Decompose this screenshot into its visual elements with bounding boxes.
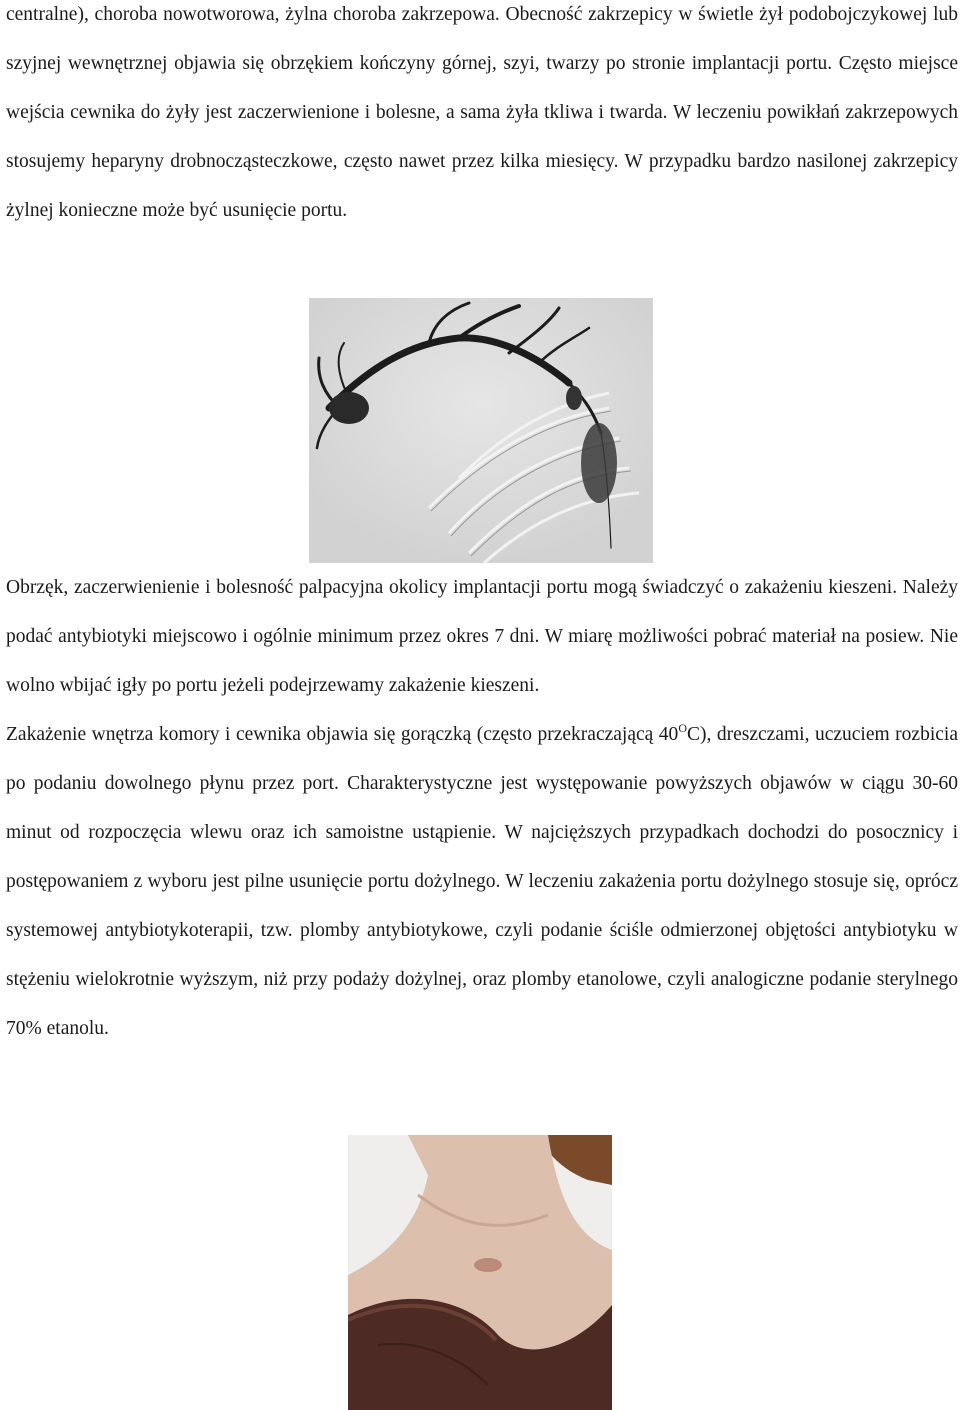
venography-drawing: [309, 298, 653, 563]
paragraph-text: centralne), choroba nowotworowa, żylna choroba zakrzepowa. Obecność zakrzepicy w świetle żył podobojczykowej lub szyjnej wewnętrznej objawia się obrzękiem kończyny górnej, szyi, twarzy po stronie implantacji portu. Często miejsce wejścia cewnika do żyły jest zaczerwienione i bolesne, a sama żyła tkliwa i twarda. W leczeniu powikłań zakrzepowych stosujemy heparyny drobnocząsteczkowe, często nawet przez kilka miesięcy. W przypadku bardzo nasilonej zakrzepicy żylnej konieczne może być usunięcie portu.: [6, 4, 958, 221]
port-infection-photo: [348, 1135, 612, 1410]
paragraph-infection: [6, 563, 958, 1053]
paragraph-text-part: Zakażenie wnętrza komory i cewnika objawia się gorączką (często przekraczającą 40: [6, 724, 679, 745]
photo-drawing: [348, 1135, 612, 1410]
paragraph-text-part: C), dreszczami, uczuciem rozbicia po podaniu dowolnego płynu przez port. Charakterystyczne jest występowanie powyższych objawów w ciągu 30-60 minut od rozpoczęcia wlewu oraz ich samoistne ustąpienie. W najcięższych przypadkach dochodzi do posocznicy i postępowaniem z wyboru jest pilne usunięcie portu dożylnego. W leczeniu zakażenia portu dożylnego stosuje się, oprócz systemowej antybiotykoterapii, tzw. plomby antybiotykowe, czyli podanie ściśle odmierzonej objętości antybiotyku w stężeniu wielokrotnie wyższym, niż przy podaży dożylnej, oraz plomby etanolowe, czyli analogiczne podanie sterylnego 70% etanolu.: [6, 724, 958, 1039]
venography-image: [309, 298, 653, 563]
paragraph-thrombosis: [6, 0, 958, 235]
paragraph-text: [6, 710, 958, 1053]
temperature-superscript: O: [678, 721, 687, 735]
paragraph-text: Obrzęk, zaczerwienienie i bolesność palpacyjna okolicy implantacji portu mogą świadczyć o zakażeniu kieszeni. Należy podać antybiotyki miejscowo i ogólnie minimum przez okres 7 dni. W miarę możliwości pobrać materiał na posiew. Nie wolno wbijać igły po portu jeżeli podejrzewamy zakażenie kieszeni.: [6, 577, 958, 696]
